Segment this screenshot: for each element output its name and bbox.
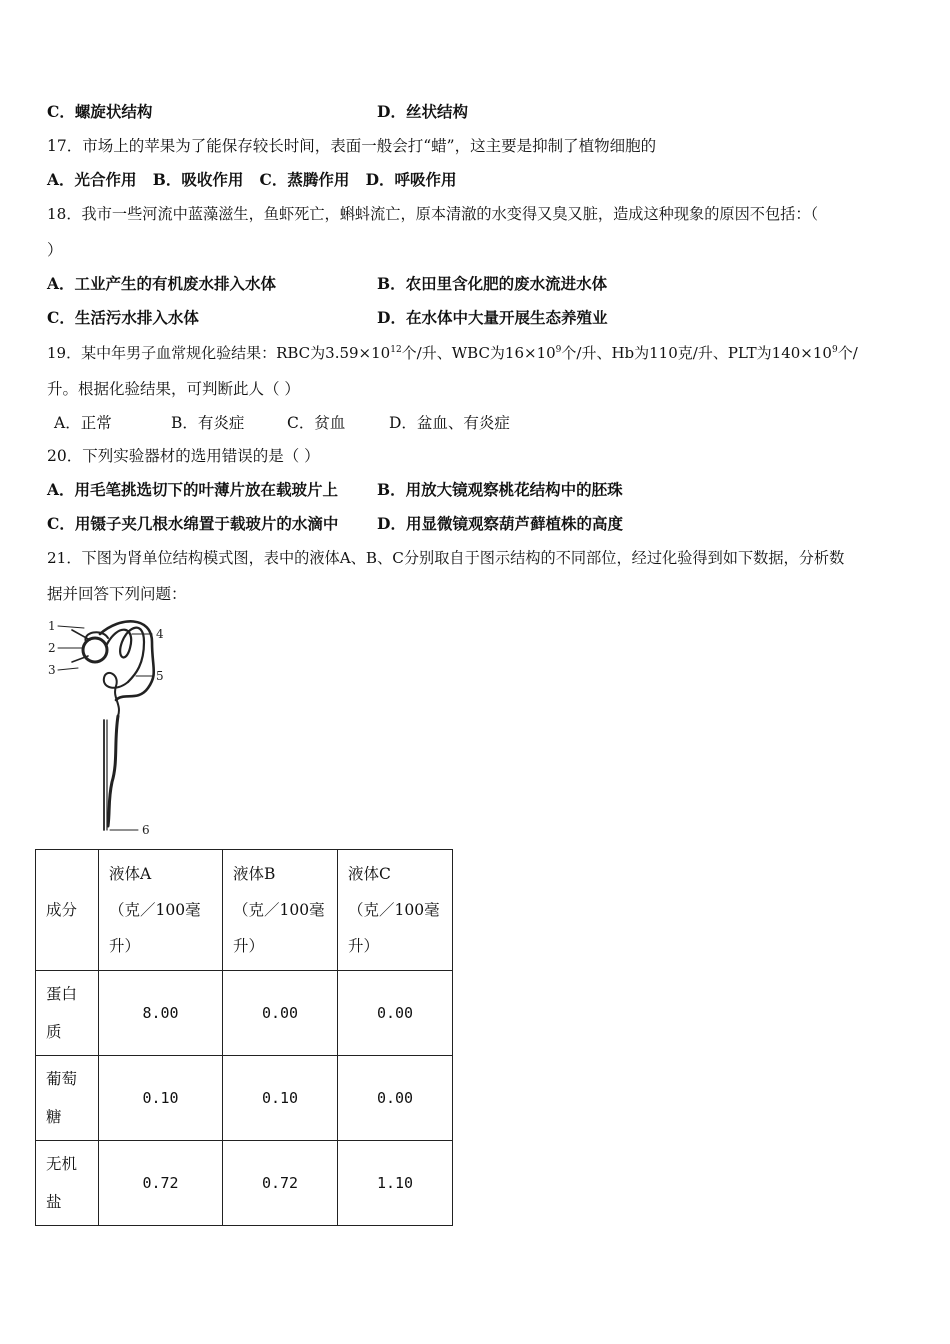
table-header-row	[36, 850, 453, 971]
header-fluid-a	[99, 850, 223, 971]
q17-stem: 17．市场上的苹果为了能保存较长时间，表面一般会打“蜡”，这主要是抑制了植物细胞的	[47, 137, 657, 155]
header-fluid-b-name: 液体B	[233, 865, 276, 883]
q20-option-c: C．用镊子夹几根水绵置于载玻片的水滴中	[47, 514, 339, 533]
q18-stem-line2: ）	[47, 241, 63, 259]
table-row-protein	[36, 971, 453, 1056]
q19-exp-rbc: 12	[390, 345, 402, 355]
label-5: 5	[156, 669, 164, 683]
q19-text-plt: 个/升、Hb为110克/升、PLT为140×10	[561, 344, 832, 362]
q19-option-d: D．盆血、有炎症	[389, 414, 510, 432]
header-fluid-c-name: 液体C	[348, 865, 391, 883]
header-fluid-b-unit-end: 升）	[233, 937, 265, 955]
q21-stem-line2: 据并回答下列问题：	[47, 585, 187, 603]
q19-text-wbc: 个/升、WBC为16×10	[401, 344, 556, 362]
header-fluid-c	[338, 850, 453, 971]
q19-exp-plt: 9	[831, 345, 838, 355]
row-label-protein-1: 蛋白	[46, 985, 78, 1003]
q16-option-c: C．螺旋状结构	[47, 102, 153, 121]
q17-options	[47, 170, 457, 190]
cell-protein-c: 0.00	[338, 971, 453, 1056]
row-label-glucose-1: 葡萄	[46, 1070, 78, 1088]
q17-option-d: D．呼吸作用	[365, 170, 457, 189]
cell-glucose-a: 0.10	[99, 1056, 223, 1141]
q18-option-c: C．生活污水排入水体	[47, 308, 199, 327]
cell-salt-a: 0.72	[99, 1141, 223, 1226]
leader-1	[58, 626, 84, 628]
cell-protein-a: 8.00	[99, 971, 223, 1056]
row-label-glucose-2: 糖	[46, 1108, 62, 1126]
row-label-salt	[36, 1141, 99, 1226]
header-fluid-b-unit: （克／100毫	[233, 901, 325, 919]
row-label-salt-1: 无机	[46, 1155, 78, 1173]
q17-option-b: B．吸收作用	[152, 170, 244, 189]
cell-glucose-b: 0.10	[223, 1056, 338, 1141]
q19-text-end: 个/	[837, 344, 858, 362]
cell-salt-c: 1.10	[338, 1141, 453, 1226]
cell-protein-b: 0.00	[223, 971, 338, 1056]
q18-option-b: B．农田里含化肥的废水流进水体	[377, 274, 608, 293]
label-6: 6	[142, 823, 150, 837]
header-fluid-a-name: 液体A	[109, 865, 152, 883]
label-1: 1	[48, 619, 56, 633]
cell-salt-b: 0.72	[223, 1141, 338, 1226]
q19-exp-wbc: 9	[555, 345, 562, 355]
q19-stem-line1	[47, 343, 858, 363]
q20-stem: 20．下列实验器材的选用错误的是（ ）	[47, 447, 320, 465]
label-4: 4	[156, 627, 164, 641]
q20-option-d: D．用显微镜观察葫芦藓植株的高度	[377, 514, 623, 533]
q19-stem-line2: 升。根据化验结果，可判断此人（ ）	[47, 380, 300, 398]
q20-option-b: B．用放大镜观察桃花结构中的胚珠	[377, 480, 623, 499]
label-3: 3	[48, 663, 56, 677]
renal-vessel	[108, 716, 118, 826]
distal-tubule	[104, 673, 128, 716]
header-fluid-a-unit-end: 升）	[109, 937, 141, 955]
cell-glucose-c: 0.00	[338, 1056, 453, 1141]
q16-option-d: D．丝状结构	[377, 102, 468, 121]
q17-option-c: C．蒸腾作用	[259, 170, 350, 189]
q19-option-c: C．贫血	[287, 414, 346, 432]
label-2: 2	[48, 641, 56, 655]
q21-stem-line1: 21．下图为肾单位结构模式图，表中的液体A、B、C分别取自于图示结构的不同部位，经过化验得到如下数据，分析数	[47, 549, 845, 567]
fluid-composition-table	[35, 849, 453, 1226]
q19-option-b: B．有炎症	[171, 414, 245, 432]
row-label-protein	[36, 971, 99, 1056]
header-fluid-a-unit: （克／100毫	[109, 901, 201, 919]
q20-option-a: A．用毛笔挑选切下的叶薄片放在载玻片上	[47, 480, 339, 499]
leader-3	[58, 668, 78, 670]
header-fluid-b	[223, 850, 338, 971]
table-corner-label: 成分	[46, 901, 78, 919]
header-fluid-c-unit-end: 升）	[348, 937, 380, 955]
row-label-salt-2: 盐	[46, 1193, 62, 1211]
header-fluid-c-unit: （克／100毫	[348, 901, 440, 919]
q18-option-a: A．工业产生的有机废水排入水体	[47, 274, 277, 293]
nephron-diagram	[40, 612, 180, 842]
q17-option-a: A．光合作用	[47, 170, 137, 189]
q19-text-rbc: 19．某中年男子血常规化验结果：RBC为3.59×10	[47, 344, 391, 362]
table-corner	[36, 850, 99, 971]
q18-stem-line1: 18．我市一些河流中蓝藻滋生，鱼虾死亡，蝌蚪流亡，原本清澈的水变得又臭又脏，造成这种现象的原因不包括：（	[47, 205, 819, 223]
row-label-glucose	[36, 1056, 99, 1141]
table-row-glucose	[36, 1056, 453, 1141]
q18-option-d: D．在水体中大量开展生态养殖业	[377, 308, 608, 327]
row-label-protein-2: 质	[46, 1023, 62, 1041]
q19-option-a: A．正常	[54, 414, 112, 432]
table-row-salt	[36, 1141, 453, 1226]
